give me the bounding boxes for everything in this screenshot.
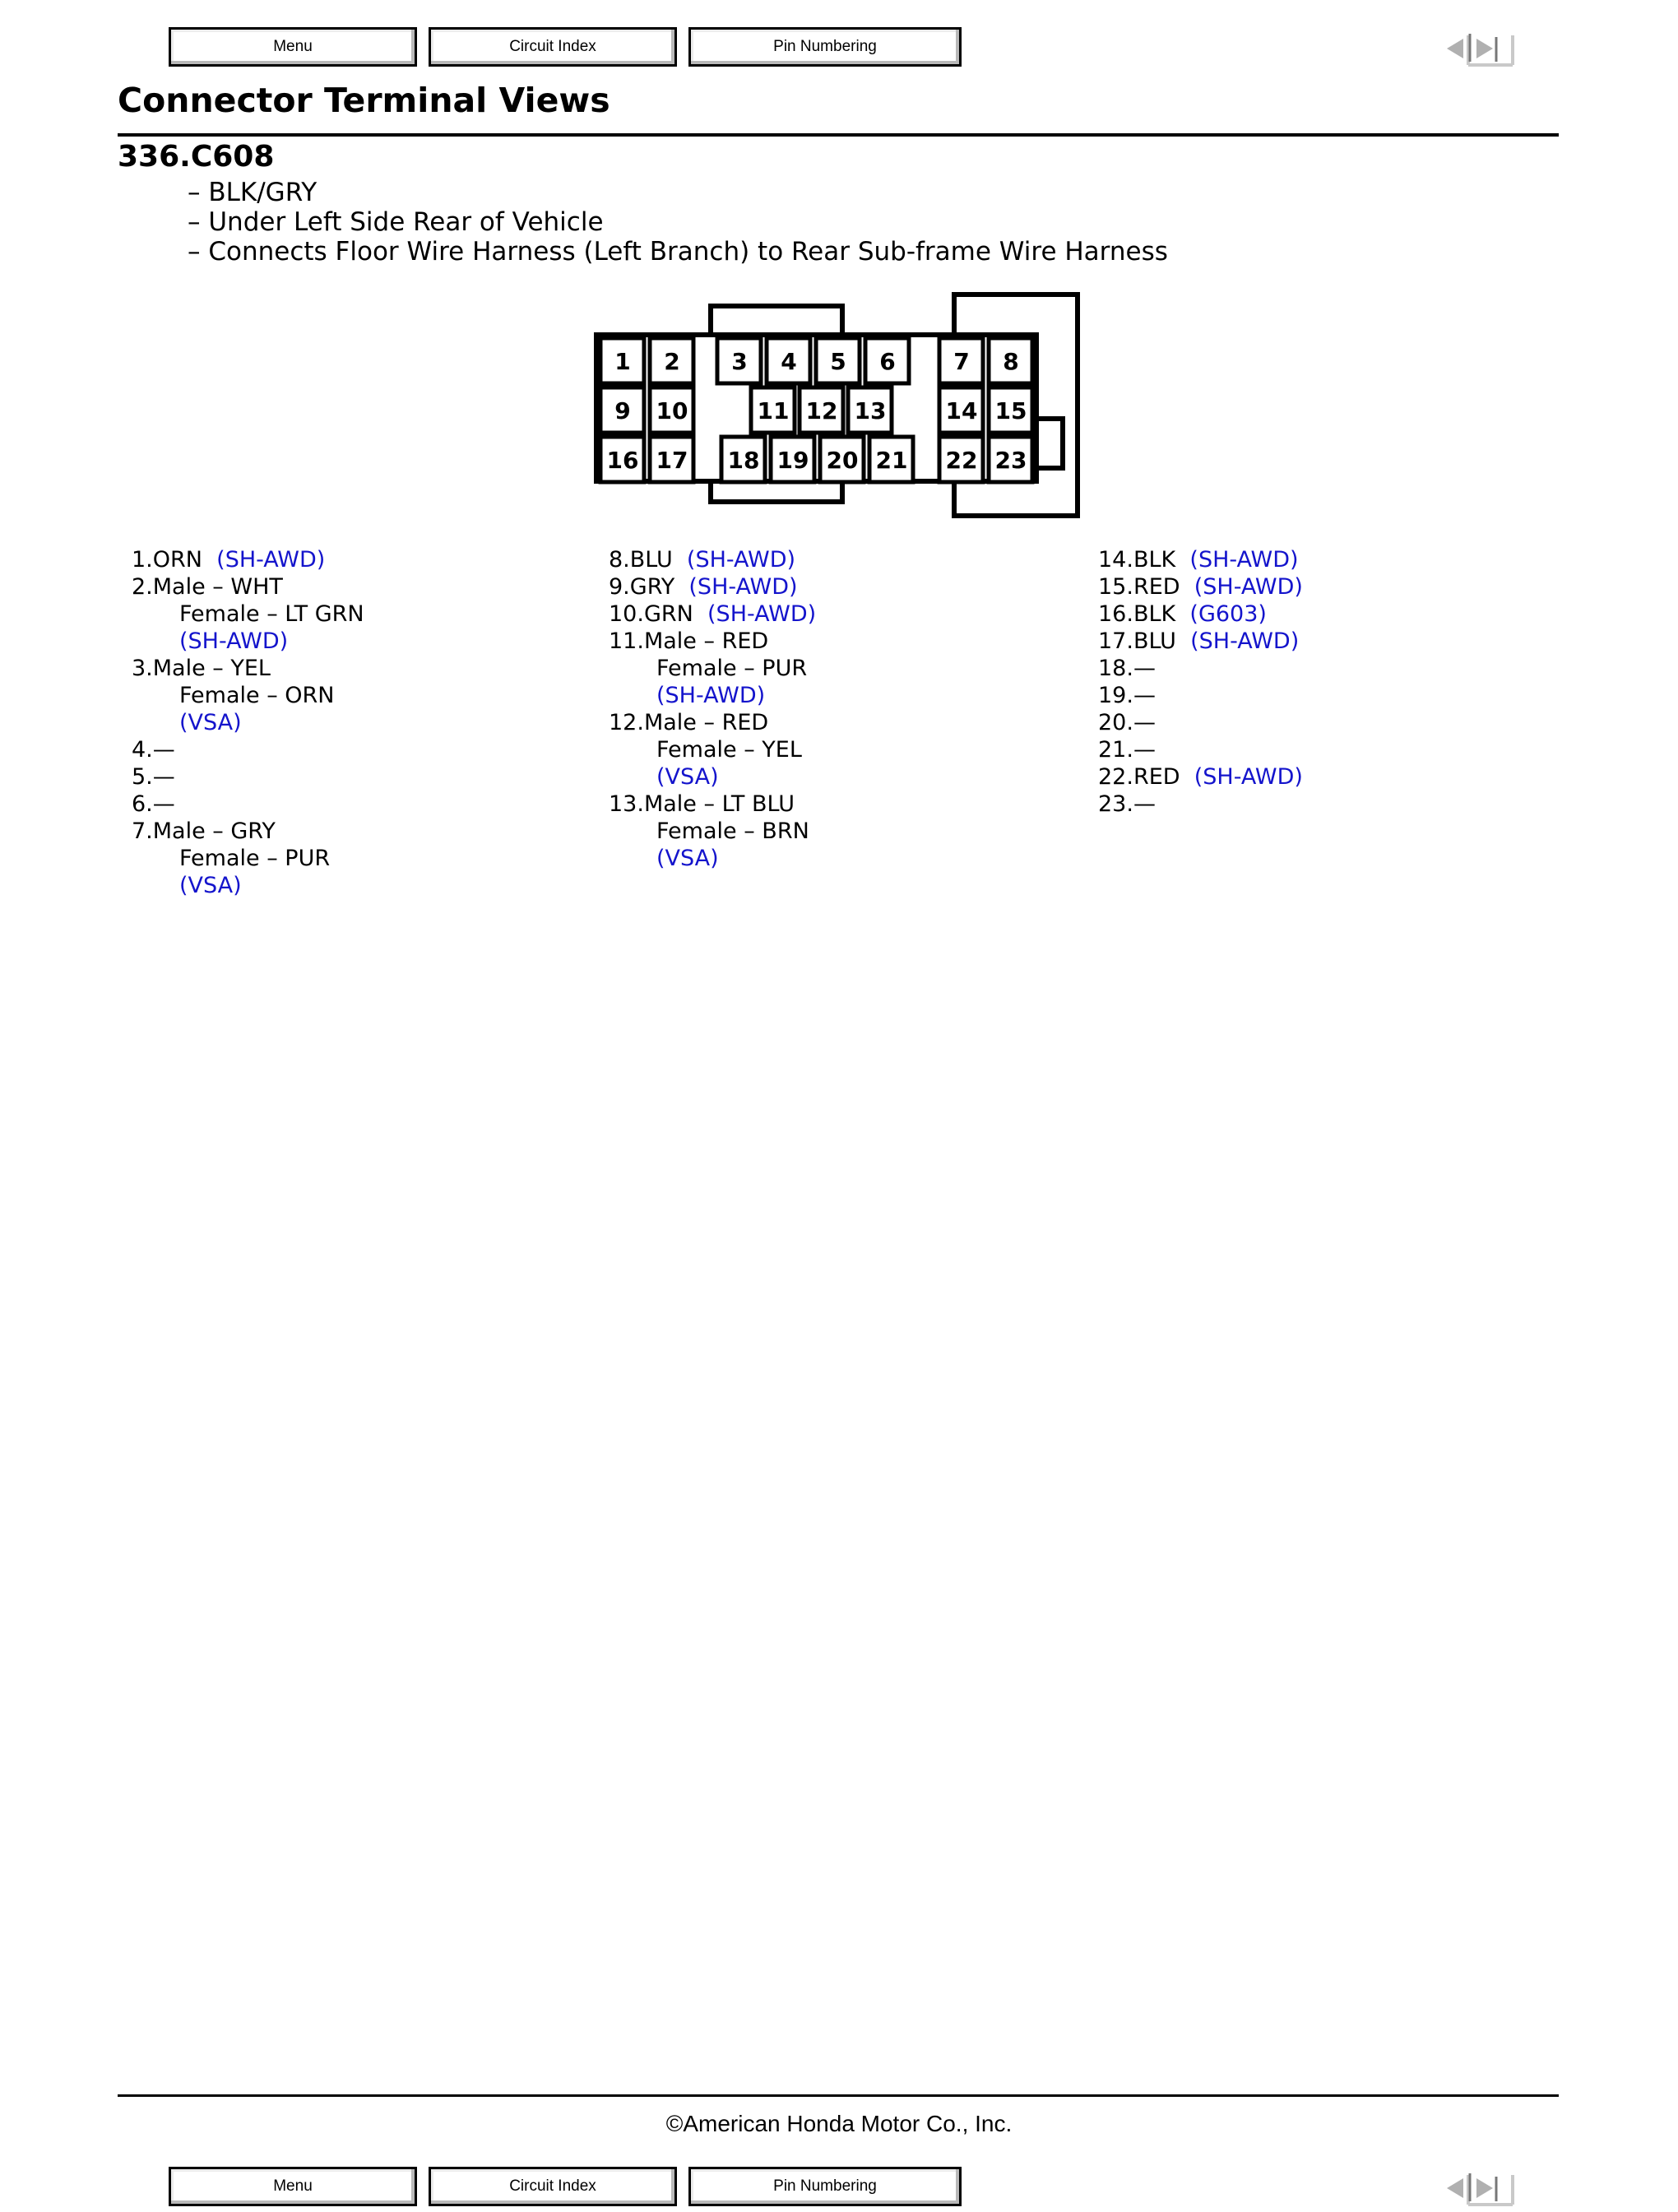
pin-wire: RED	[1133, 574, 1180, 600]
pin-entry	[132, 763, 364, 791]
pin-entry	[1098, 736, 1303, 763]
pin-note: (SH-AWD)	[707, 601, 817, 627]
pin-entry	[609, 601, 816, 628]
pin-number: 19.	[1098, 683, 1133, 708]
prev-next-arrows-icon[interactable]	[1444, 2168, 1514, 2208]
pin-entry	[132, 818, 364, 899]
pin-female-wire: Female – BRN	[656, 818, 809, 844]
prev-arrow-icon[interactable]	[1447, 39, 1463, 58]
connector-connection: – Connects Floor Wire Harness (Left Branch) to Rear Sub-frame Wire Harness	[188, 237, 1168, 267]
pin-wire: BLU	[629, 547, 673, 573]
pin-list-column-2	[609, 546, 816, 872]
page-title: Connector Terminal Views	[118, 81, 610, 120]
pin-number: 1.	[132, 547, 153, 573]
pin-list-column-1	[132, 546, 364, 899]
pin-number: 12.	[609, 710, 644, 735]
pin-entry	[1098, 709, 1303, 736]
next-arrow-icon[interactable]	[1476, 2178, 1493, 2198]
pin-number: 18.	[1098, 656, 1133, 681]
pin-label: 8	[1003, 348, 1019, 375]
pin-label: 4	[781, 348, 797, 375]
pin-wire: BLK	[1133, 601, 1176, 627]
pin-entry	[609, 791, 816, 872]
pin-female-wire: Female – PUR	[179, 846, 331, 871]
pin-wire: —	[152, 791, 175, 817]
pin-wire: BLK	[1133, 547, 1176, 573]
connector-terminal-diagram	[592, 292, 1086, 522]
pin-note: (VSA)	[656, 846, 719, 871]
pin-number: 14.	[1098, 547, 1133, 573]
pin-number: 2.	[132, 574, 153, 600]
pin-entry	[132, 655, 364, 736]
circuit-index-button-bottom[interactable]: Circuit Index	[429, 2167, 677, 2206]
pin-number: 3.	[132, 656, 153, 681]
pin-wire: —	[152, 737, 175, 763]
pin-numbering-button-top[interactable]: Pin Numbering	[688, 27, 962, 67]
pin-note: (VSA)	[179, 710, 242, 735]
pin-wire: Male – WHT	[152, 574, 283, 600]
pin-wire: —	[152, 764, 175, 790]
pin-number: 15.	[1098, 574, 1133, 600]
pin-wire: BLU	[1133, 628, 1176, 654]
pin-entry	[1098, 655, 1303, 682]
pin-label: 9	[614, 397, 631, 424]
pin-entry	[1098, 601, 1303, 628]
pin-note: (G603)	[1189, 601, 1267, 627]
pin-list-column-3	[1098, 546, 1303, 818]
prev-arrow-icon[interactable]	[1447, 2178, 1463, 2198]
pin-note: (SH-AWD)	[216, 547, 326, 573]
pin-wire: —	[1133, 737, 1156, 763]
pin-number: 11.	[609, 628, 644, 654]
pin-number: 10.	[609, 601, 644, 627]
pin-wire: Male – YEL	[152, 656, 271, 681]
pin-number: 13.	[609, 791, 644, 817]
pin-wire: —	[1133, 656, 1156, 681]
pin-label: 14	[945, 397, 978, 424]
pin-entry	[609, 628, 816, 709]
pin-label: 20	[826, 447, 859, 474]
connector-location: – Under Left Side Rear of Vehicle	[188, 207, 1168, 237]
title-rule	[118, 133, 1559, 137]
copyright: ©American Honda Motor Co., Inc.	[665, 2111, 1013, 2136]
pin-note: (SH-AWD)	[1194, 764, 1303, 790]
pin-wire: Male – LT BLU	[643, 791, 795, 817]
pin-note: (SH-AWD)	[1189, 547, 1299, 573]
pin-entry	[1098, 763, 1303, 791]
pin-number: 6.	[132, 791, 153, 817]
circuit-index-button-top[interactable]: Circuit Index	[429, 27, 677, 67]
pin-label: 12	[805, 397, 838, 424]
pin-wire: —	[1133, 710, 1156, 735]
pin-wire: —	[1133, 683, 1156, 708]
pin-number: 7.	[132, 818, 153, 844]
pin-label: 19	[776, 447, 809, 474]
pin-number: 20.	[1098, 710, 1133, 735]
pin-label: 1	[614, 348, 631, 375]
pin-label: 2	[664, 348, 680, 375]
pin-entry	[132, 736, 364, 763]
pin-label: 16	[606, 447, 639, 474]
pin-number: 21.	[1098, 737, 1133, 763]
pin-female-wire: Female – LT GRN	[179, 601, 364, 627]
pin-entry	[609, 573, 816, 601]
pin-female-wire: Female – YEL	[656, 737, 802, 763]
pin-note: (SH-AWD)	[686, 547, 796, 573]
pin-wire: RED	[1133, 764, 1180, 790]
pin-wire: —	[1133, 791, 1156, 817]
pin-number: 16.	[1098, 601, 1133, 627]
pin-number: 4.	[132, 737, 153, 763]
pin-entry	[1098, 628, 1303, 655]
pin-entry	[1098, 682, 1303, 709]
pin-label: 21	[875, 447, 908, 474]
pin-entry	[1098, 573, 1303, 601]
pin-number: 17.	[1098, 628, 1133, 654]
pin-note: (VSA)	[656, 764, 719, 790]
pin-label: 7	[953, 348, 970, 375]
pin-wire: GRN	[643, 601, 693, 627]
connector-color: – BLK/GRY	[188, 178, 1168, 207]
pin-number: 22.	[1098, 764, 1133, 790]
pin-female-wire: Female – PUR	[656, 656, 808, 681]
pin-entry	[1098, 791, 1303, 818]
next-arrow-icon[interactable]	[1476, 39, 1493, 58]
pin-wire: Male – RED	[643, 628, 769, 654]
connector-details	[188, 178, 1168, 267]
pin-label: 13	[854, 397, 887, 424]
pin-entry	[132, 573, 364, 655]
pin-label: 5	[830, 348, 846, 375]
pin-wire: ORN	[152, 547, 202, 573]
pin-label: 18	[727, 447, 760, 474]
menu-button-top[interactable]: Menu	[169, 27, 417, 67]
pin-label: 17	[656, 447, 688, 474]
pin-entry	[609, 546, 816, 573]
pin-numbering-button-bottom[interactable]: Pin Numbering	[688, 2167, 962, 2206]
pin-number: 9.	[609, 574, 630, 600]
pin-number: 23.	[1098, 791, 1133, 817]
pin-female-wire: Female – ORN	[179, 683, 335, 708]
pin-entry	[609, 709, 816, 791]
menu-button-bottom[interactable]: Menu	[169, 2167, 417, 2206]
pin-label: 6	[879, 348, 896, 375]
pin-entry	[132, 791, 364, 818]
pin-entry	[1098, 546, 1303, 573]
pin-label: 3	[731, 348, 748, 375]
pin-note: (SH-AWD)	[1194, 574, 1303, 600]
pin-note: (VSA)	[179, 873, 242, 898]
pin-wire: Male – RED	[643, 710, 769, 735]
pin-note: (SH-AWD)	[1190, 628, 1300, 654]
pin-note: (SH-AWD)	[179, 628, 289, 654]
pin-note: (SH-AWD)	[688, 574, 798, 600]
pin-note: (SH-AWD)	[656, 683, 766, 708]
pin-wire: Male – GRY	[152, 818, 276, 844]
pin-entry	[132, 546, 364, 573]
pin-label: 11	[757, 397, 790, 424]
pin-label: 23	[994, 447, 1027, 474]
pin-number: 5.	[132, 764, 153, 790]
pin-label: 10	[656, 397, 688, 424]
pin-label: 22	[945, 447, 978, 474]
pin-number: 8.	[609, 547, 630, 573]
pin-label: 15	[994, 397, 1027, 424]
footer-rule	[118, 2094, 1559, 2097]
pin-wire: GRY	[629, 574, 675, 600]
prev-next-arrows-icon[interactable]	[1444, 29, 1514, 68]
connector-id: 336.C608	[118, 140, 275, 174]
